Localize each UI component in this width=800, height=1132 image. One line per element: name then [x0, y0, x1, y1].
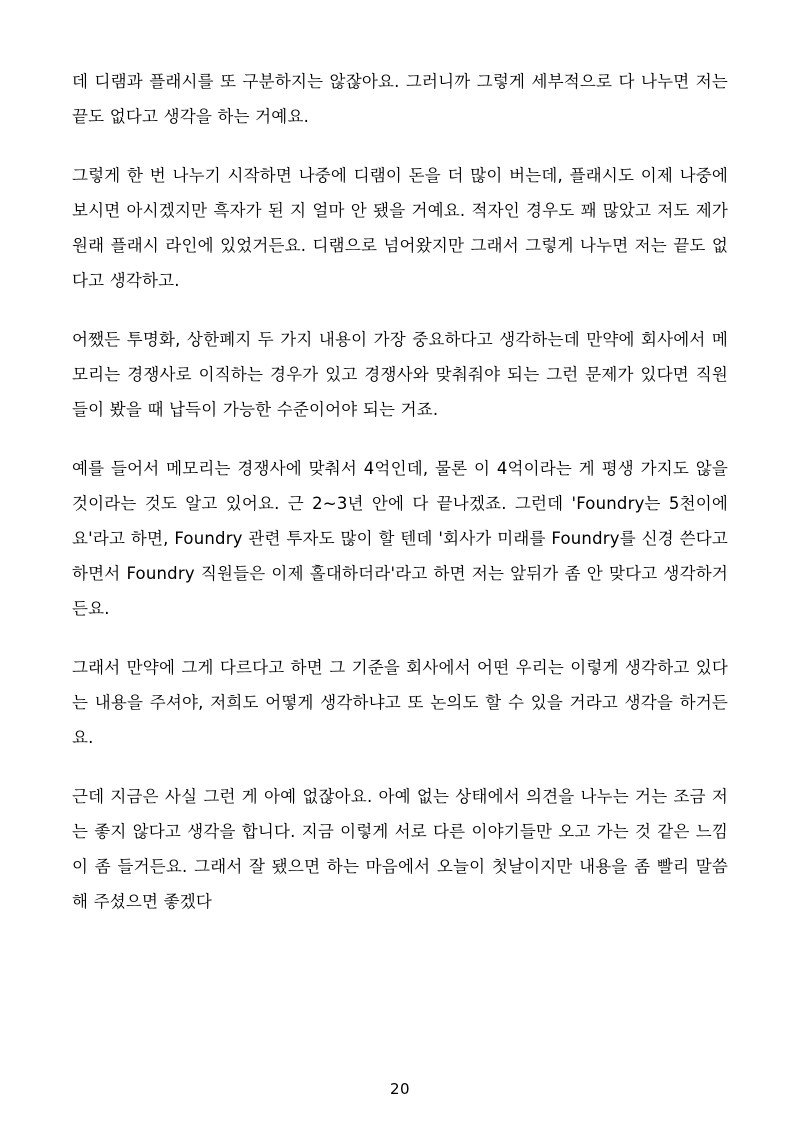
paragraph: 그렇게 한 번 나누기 시작하면 나중에 디램이 돈을 더 많이 버는데, 플래시도 이제 나중에 보시면 아시겠지만 흑자가 된 지 얼마 안 됐을 거예요. 적자인 경우도 꽤 많았고 저도 제가 원래 플래시 라인에 있었거든요. 디램으로 넘어왔지만 그래서 그렇게 나누면 저는 끝도 없다고 생각하고.: [72, 166, 728, 290]
paragraph: 그래서 만약에 그게 다르다고 하면 그 기준을 회사에서 어떤 우리는 이렇게 생각하고 있다는 내용을 주셔야, 저희도 어떻게 생각하냐고 또 논의도 할 수 있을 거라고 생각을 하거든요.: [72, 658, 728, 747]
paragraph: 데 디램과 플래시를 또 구분하지는 않잖아요. 그러니까 그렇게 세부적으로 다 나누면 저는 끝도 없다고 생각을 하는 거예요.: [72, 72, 728, 126]
paragraph: 예를 들어서 메모리는 경쟁사에 맞춰서 4억인데, 물론 이 4억이라는 게 평생 가지도 않을 것이라는 것도 알고 있어요. 근 2~3년 안에 다 끝나겠죠. 그런데 'Foundry는 5천이에요'라고 하면, Foundry 관련 투자도 많이 할 텐데 '회사가 미래를 Foundry를 신경 쓴다고 하면서 Foundry 직원들은 이제 홀대하더라'라고 하면 저는 앞뒤가 좀 안 맞다고 생각하거든요.: [72, 459, 728, 618]
paragraph: 어쨌든 투명화, 상한폐지 두 가지 내용이 가장 중요하다고 생각하는데 만약에 회사에서 메모리는 경쟁사로 이직하는 경우가 있고 경쟁사와 맞춰줘야 되는 그런 문제가 있다면 직원들이 봤을 때 납득이 가능한 수준이어야 되는 거죠.: [72, 330, 728, 419]
document-body: [72, 64, 728, 919]
paragraph: 근데 지금은 사실 그런 게 아예 없잖아요. 아예 없는 상태에서 의견을 나누는 거는 조금 저는 좋지 않다고 생각을 합니다. 지금 이렇게 서로 다른 이야기들만 오고 가는 것 같은 느낌이 좀 들거든요. 그래서 잘 됐으면 하는 마음에서 오늘이 첫날이지만 내용을 좀 빨리 말씀해 주셨으면 좋겠다: [72, 787, 728, 911]
page-number: 20: [389, 1080, 411, 1098]
